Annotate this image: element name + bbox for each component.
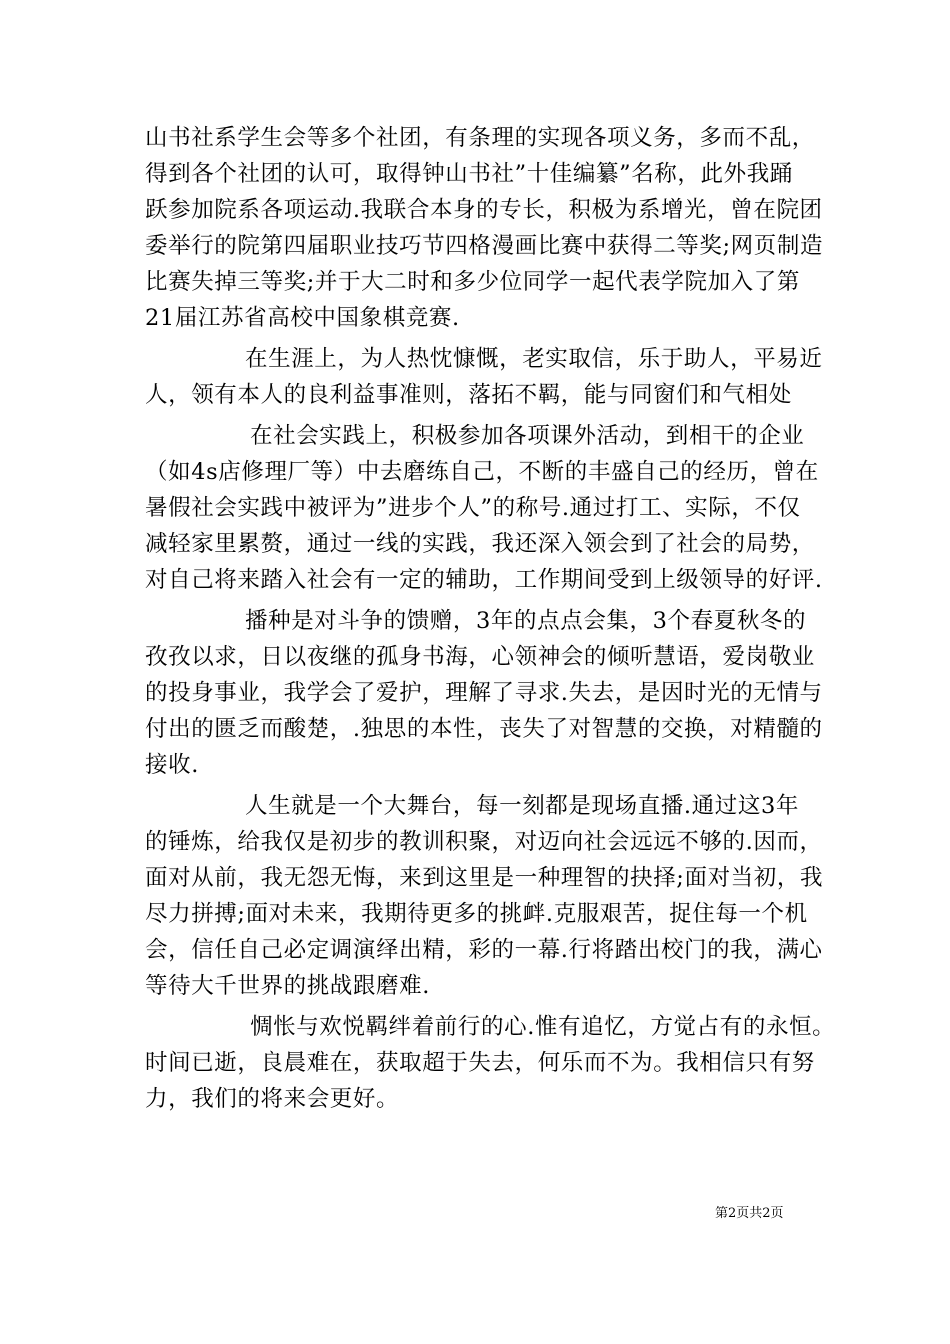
paragraph-first-line: 在生涯上，为人热忱慷慨，老实取信，乐于助人，平易近 [245, 346, 823, 372]
body-line: 跃参加院系各项运动.我联合本身的专长，积极为系增光，曾在院团 [145, 197, 823, 223]
body-line: 力，我们的将来会更好。 [145, 1086, 400, 1112]
body-line: 孜孜以求，日以夜继的孤身书海，心领神会的倾听慧语，爱岗敬业 [145, 644, 815, 670]
body-line: 暑假社会实践中被评为”进步个人”的称号.通过打工、实际，不仅 [145, 495, 801, 521]
page-number-footer: 第2页共2页 [715, 1206, 784, 1221]
body-line: （如4s店修理厂等）中去磨练自己，不断的丰盛自己的经历，曾在 [145, 459, 819, 485]
body-line: 21届江苏省高校中国象棋竞赛. [145, 305, 460, 331]
paragraph-first-line: 播种是对斗争的馈赠，3年的点点会集，3个春夏秋冬的 [245, 608, 807, 634]
body-line: 减轻家里累赘，通过一线的实践，我还深入领会到了社会的局势， [145, 531, 815, 557]
body-line: 尽力拼搏;面对未来，我期待更多的挑衅.克服艰苦，捉住每一个机 [145, 901, 808, 927]
body-line: 付出的匮乏而酸楚，.独思的本性，丧失了对智慧的交换，对精髓的 [145, 716, 823, 742]
body-line: 比赛失掉三等奖;并于大二时和多少位同学一起代表学院加入了第 [145, 269, 800, 295]
paragraph-first-line: 人生就是一个大舞台，每一刻都是现场直播.通过这3年 [245, 793, 799, 819]
body-line: 人，领有本人的良利益事准则，落拓不羁，能与同窗们和气相处 [145, 382, 792, 408]
body-line: 会，信任自己必定调演绎出精，彩的一幕.行将踏出校门的我，满心 [145, 937, 823, 963]
body-line: 山书社系学生会等多个社团，有条理的实现各项义务，多而不乱， [145, 125, 815, 151]
body-line: 等待大千世界的挑战跟磨难. [145, 973, 430, 999]
body-line: 的投身事业，我学会了爱护，理解了寻求.失去，是因时光的无情与 [145, 680, 823, 706]
body-line: 得到各个社团的认可，取得钟山书社”十佳编纂”名称，此外我踊 [145, 161, 793, 187]
body-line: 对自己将来踏入社会有一定的辅助，工作期间受到上级领导的好评. [145, 567, 823, 593]
paragraph-first-line: 惆怅与欢悦羁绊着前行的心.惟有追忆，方觉占有的永恒。 [250, 1014, 836, 1040]
body-line: 接收. [145, 752, 199, 778]
body-line: 时间已逝，良晨难在，获取超于失去，何乐而不为。我相信只有努 [145, 1050, 815, 1076]
paragraph-first-line: 在社会实践上，积极参加各项课外活动，到相干的企业 [250, 423, 805, 449]
body-line: 委举行的院第四届职业技巧节四格漫画比赛中获得二等奖;网页制造 [145, 233, 824, 259]
body-line: 的锤炼，给我仅是初步的教训积聚，对迈向社会远远不够的.因而， [145, 829, 823, 855]
body-line: 面对从前，我无怨无悔，来到这里是一种理智的抉择;面对当初，我 [145, 865, 824, 891]
